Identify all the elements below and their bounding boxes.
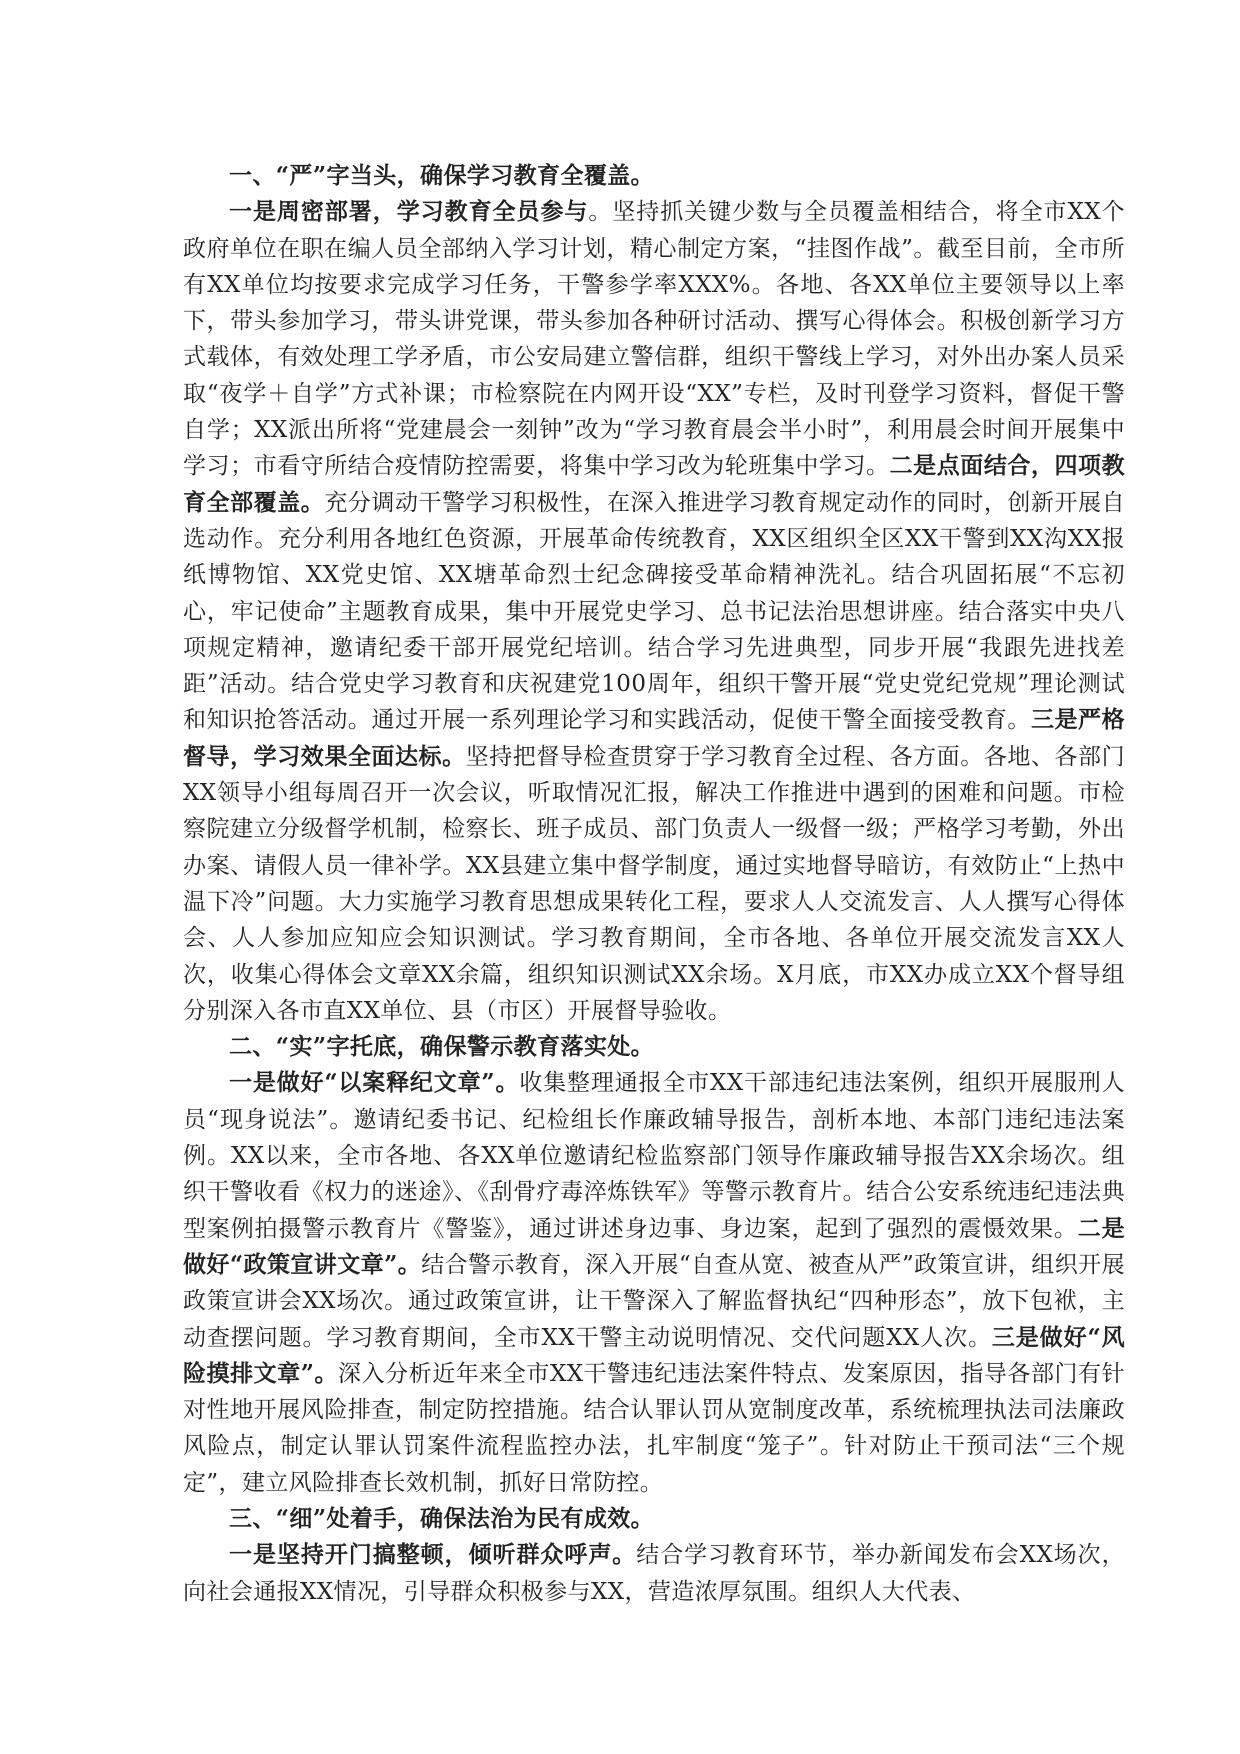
section-heading-2: 二、“实”字托底，确保警示教育落实处。	[229, 1033, 655, 1061]
body-text: 。坚持抓关键少数与全员覆盖相结合，将全市XX个政府单位在职在编人员全部纳入学习计划，精心制定方案，“挂图作战”。截至目前，全市所有XX单位均按要求完成学习任务，干警参学率XXX%。各地、各XX单位主要领导以上率下，带头参加学习，带头讲党课，带头参加各种研讨活动、撰写心得体会。积极创新学习方式载体，有效处理工学矛盾，市公安局建立警信群，组织干警线上学习，对外出办案人员采取“夜学＋自学”方式补课；市检察院在内网开设“XX”专栏，及时刊登学习资料，督促干警自学；XX派出所将“党建晨会一刻钟”改为“学习教育晨会半小时”，利用晨会时间开展集中学习；市看守所结合疫情防控需要，将集中学习改为轮班集中学习。	[183, 199, 1126, 480]
body-paragraph-2	[183, 1065, 1125, 1501]
body-paragraph-3	[183, 1537, 1125, 1610]
point-title: 二是点面结合，四项教育全部覆盖。	[183, 452, 1126, 516]
section-heading-3: 三、“细”处着手，确保法治为民有成效。	[229, 1504, 655, 1532]
body-text: 充分调动干警学习积极性，在深入推进学习教育规定动作的同时，创新开展自选动作。充分利用各地红色资源，开展革命传统教育，XX区组织全区XX干警到XX沟XX报纸博物馆、XX党史馆、XX塘革命烈士纪念碑接受革命精神洗礼。结合巩固拓展“不忘初心，牢记使命”主题教育成果，集中开展党史学习、总书记法治思想讲座。结合落实中央八项规定精神，邀请纪委干部开展党纪培训。结合学习先进典型，同步开展“我跟先进找差距”活动。结合党史学习教育和庆祝建党100周年，组织干警开展“党史党纪党规”理论测试和知识抢答活动。通过开展一系列理论学习和实践活动，促使干警全面接受教育。	[183, 489, 1125, 734]
body-text: 结合警示教育，深入开展“自查从宽、被查从严”政策宣讲，组织开展政策宣讲会XX场次。通过政策宣讲，让干警深入了解监督执纪“四种形态”，放下包袱，主动查摆问题。学习教育期间，全市XX干警主动说明情况、交代问题XX人次。	[183, 1251, 1125, 1351]
body-text: 收集整理通报全市XX干部违纪违法案例，组织开展服刑人员“现身说法”。邀请纪委书记、纪检组长作廉政辅导报告，剖析本地、本部门违纪违法案例。XX以来，全市各地、各XX单位邀请纪检监察部门领导作廉政辅导报告XX余场次。组织干警收看《权力的迷途》、《刮骨疗毒淬炼铁军》等警示教育片。结合公安系统违纪违法典型案例拍摄警示教育片《警鉴》，通过讲述身边事、身边案，起到了强烈的震慑效果。	[183, 1070, 1125, 1242]
body-text: 结合学习教育环节，举办新闻发布会XX场次，向社会通报XX情况，引导群众积极参与XX，营造浓厚氛围。组织人大代表、	[183, 1542, 1125, 1605]
body-text: 坚持把督导检查贯穿于学习教育全过程、各方面。各地、各部门XX领导小组每周召开一次会议，听取情况汇报，解决工作推进中遇到的困难和问题。市检察院建立分级督学机制，检察长、班子成员、部门负责人一级督一级；严格学习考勤，外出办案、请假人员一律补学。XX县建立集中督学制度，通过实地督导暗访，有效防止“上热中温下冷”问题。大力实施学习教育思想成果转化工程，要求人人交流发言、人人撰写心得体会、人人参加应知应会知识测试。学习教育期间，全市各地、各单位开展交流发言XX人次，收集心得体会文章XX余篇，组织知识测试XX余场。X月底，市XX办成立XX个督导组分别深入各市直XX单位、县（市区）开展督导验收。	[183, 743, 1125, 1024]
section-heading-1: 一、“严”字当头，确保学习教育全覆盖。	[229, 162, 655, 189]
point-title: 三是做好“风险摸排文章”。	[183, 1323, 1125, 1387]
point-title: 一是坚持开门搞整顿，倾听群众呼声。	[229, 1541, 637, 1569]
point-title: 三是严格督导，学习效果全面达标。	[183, 706, 1125, 770]
point-title: 一是周密部署，学习教育全员参与	[229, 198, 589, 226]
point-title: 一是做好“以案释纪文章”。	[229, 1069, 520, 1097]
point-title: 二是做好“政策宣讲文章”。	[183, 1214, 1125, 1278]
body-text: 深入分析近年来全市XX干警违纪违法案件特点、发案原因，指导各部门有针对性地开展风险排查，制定防控措施。结合认罪认罚从宽制度改革，系统梳理执法司法廉政风险点，制定认罪认罚案件流程监控办法，扎牢制度“笼子”。针对防止干预司法“三个规定”，建立风险排查长效机制，抓好日常防控。	[183, 1360, 1125, 1496]
document-page	[183, 158, 1125, 1610]
body-paragraph-1	[183, 194, 1125, 1029]
